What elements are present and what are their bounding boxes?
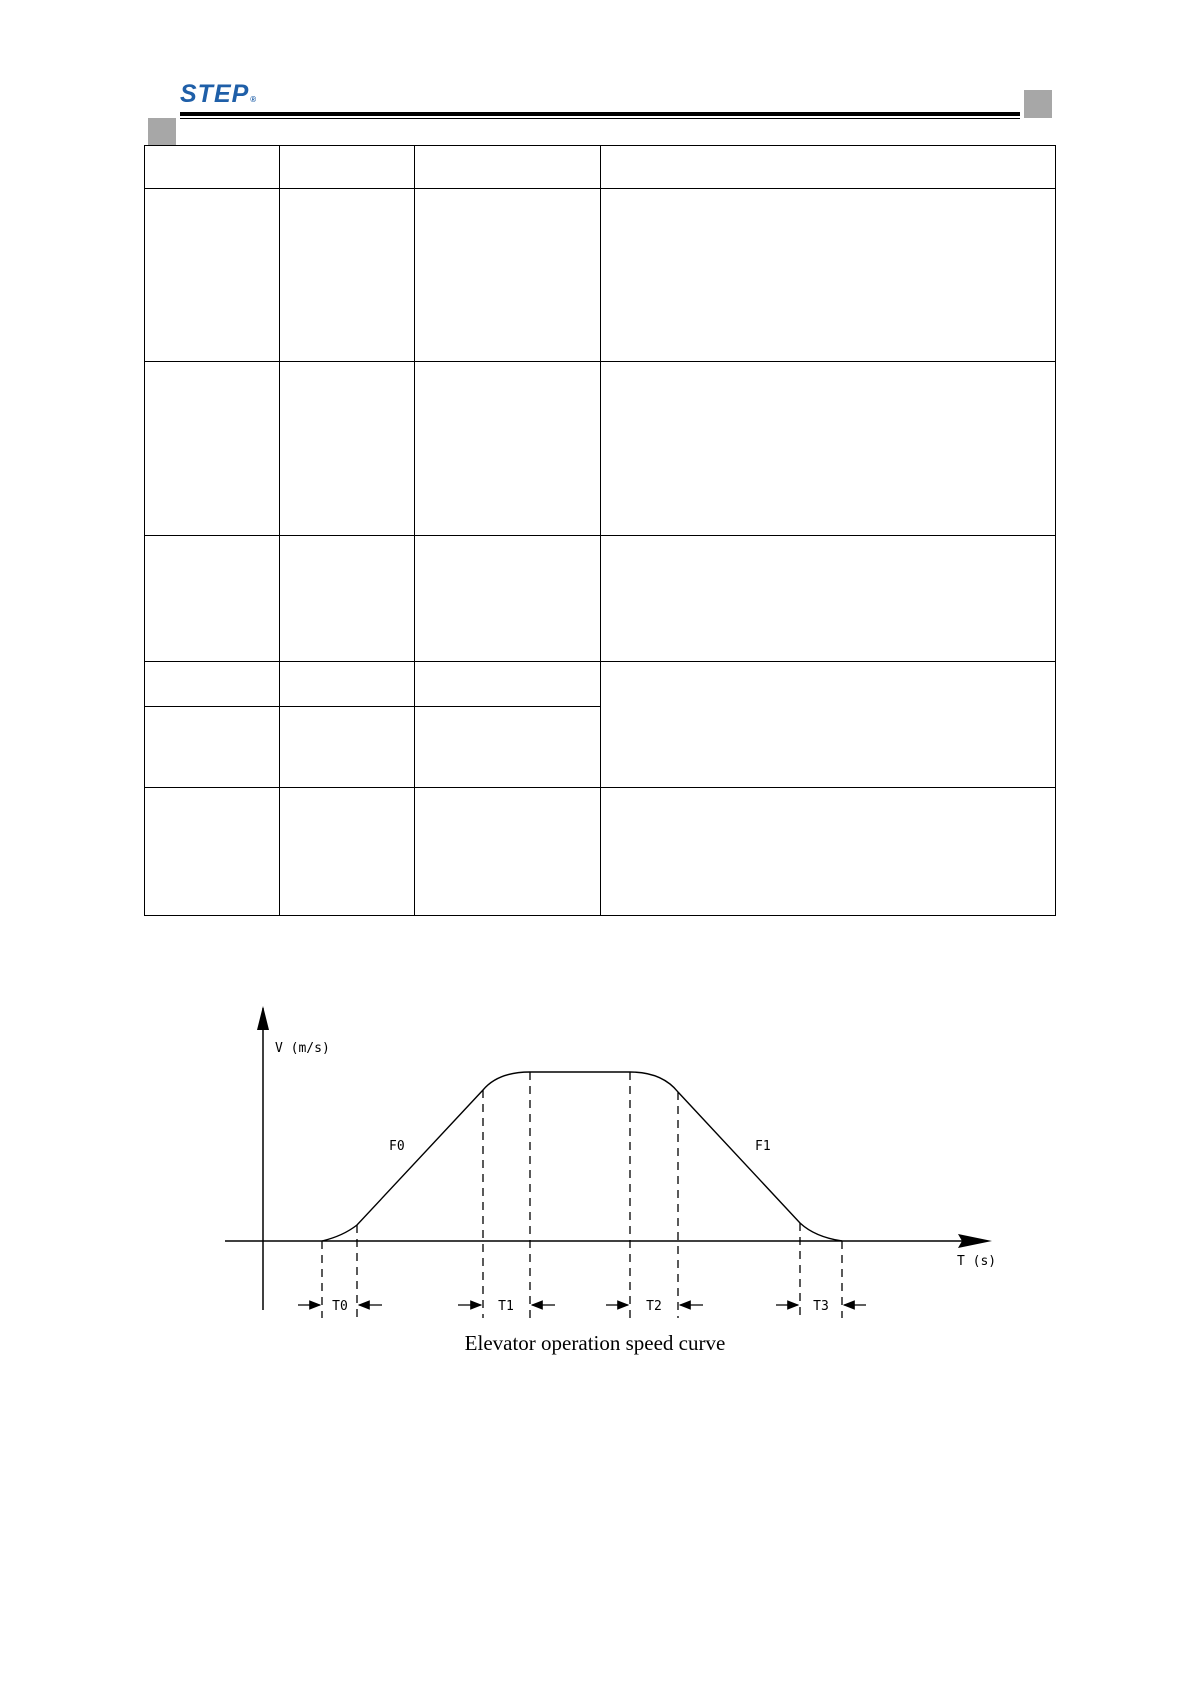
y-axis-arrow: [257, 1006, 269, 1030]
accel-label: F0: [389, 1139, 405, 1154]
speed-curve: [322, 1072, 842, 1241]
figure-caption: Elevator operation speed curve: [464, 1331, 726, 1355]
registered-mark: ®: [250, 95, 258, 104]
dashed-guides: [322, 1072, 842, 1318]
interval-label-t0: T0: [332, 1299, 348, 1314]
x-axis-arrow: [958, 1234, 992, 1248]
decel-label: F1: [755, 1139, 771, 1154]
x-axis-label: T (s): [957, 1254, 997, 1269]
logo-text: STEP: [180, 80, 250, 108]
interval-label-t2: T2: [646, 1299, 662, 1314]
interval-label-t1: T1: [498, 1299, 514, 1314]
y-axis-label: V (m/s): [275, 1041, 330, 1056]
interval-label-t3: T3: [813, 1299, 829, 1314]
